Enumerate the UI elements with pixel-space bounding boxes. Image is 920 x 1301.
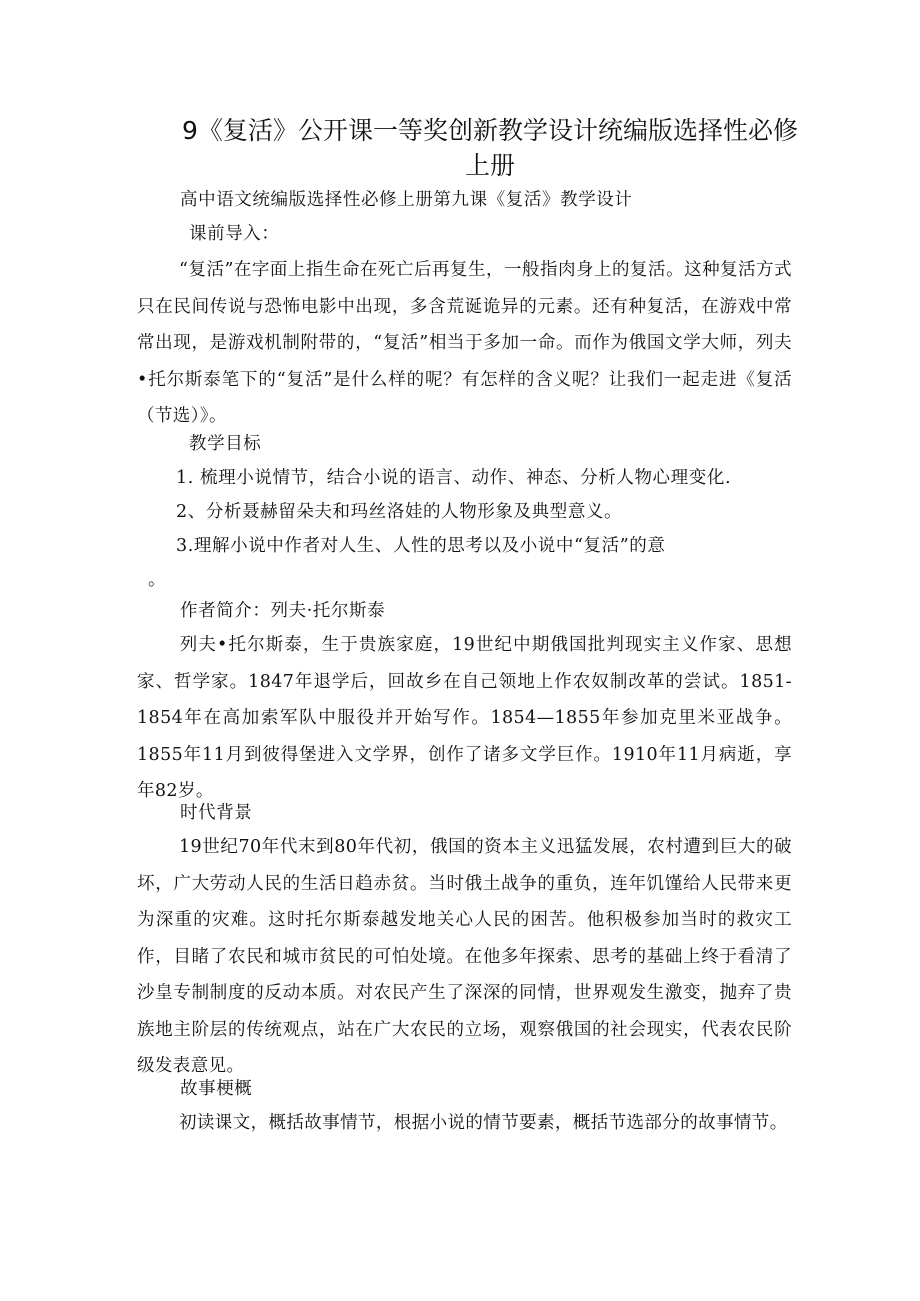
goal-item-1: 1. 梳理小说情节，结合小说的语言、动作、神态、分析人物心理变化. [176,468,732,488]
story-paragraph [137,1105,792,1142]
background-paragraph-text: 19世纪70年代末到80年代初，俄国的资本主义迅猛发展，农村遭到巨大的破坏，广大劳动人民的生活日趋赤贫。当时俄土战争的重负，连年饥馑给人民带来更为深重的灾难。这时托尔斯泰越发地关心人民的困苦。他积极参加当时的救灾工作，目睹了农民和城市贫民的可怕处境。在他多年探索、思考的基础上终于看清了沙皇专制制度的反动本质。对农民产生了深深的同情，世界观发生激变，抛弃了贵族地主阶层的传统观点，站在广大农民的立场，观察俄国的社会现实，代表农民阶级发表意见。 [137,837,792,1076]
background-paragraph [137,829,792,1085]
story-paragraph-text: 初读课文，概括故事情节，根据小说的情节要素，概括节选部分的故事情节。 [179,1113,788,1133]
author-paragraph-text: 列夫•托尔斯泰，生于贵族家庭，19世纪中期俄国批判现实主义作家、思想家、哲学家。1847年退学后，回故乡在自己领地上作农奴制改革的尝试。1851-1854年在高加索军队中服役并开始写作。1854—1855年参加克里米亚战争。1855年11月到彼得堡进入文学界，创作了诸多文学巨作。1910年11月病逝，享年82岁。 [137,635,792,801]
author-heading: 作者简介：列夫·托尔斯泰 [180,601,386,621]
background-heading: 时代背景 [180,803,253,823]
intro-paragraph-text: “复活”在字面上指生命在死亡后再复生，一般指肉身上的复活。这种复活方式只在民间传说与恐怖电影中出现，多含荒诞诡异的元素。还有种复活，在游戏中常常出现，是游戏机制附带的，“复活”相当于多加一命。而作为俄国文学大师，列夫•托尔斯泰笔下的“复活”是什么样的呢？有怎样的含义呢？让我们一起走进《复活（节选）》。 [137,260,792,426]
story-heading: 故事梗概 [180,1079,253,1099]
goals-heading: 教学目标 [189,434,262,454]
goal-item-3-tail: 。 [148,570,167,590]
document-title-line-2: 上册 [464,151,515,180]
goal-item-2: 2、分析聂赫留朵夫和玛丝洛娃的人物形象及典型意义。 [176,502,623,522]
intro-heading: 课前导入： [189,224,280,244]
document-title-line-1: 9《复活》公开课一等奖创新教学设计统编版选择性必修 [182,116,798,145]
intro-paragraph [137,252,792,435]
goal-item-3: 3.理解小说中作者对人生、人性的思考以及小说中“复活”的意 [176,536,666,556]
document-subtitle: 高中语文统编版选择性必修上册第九课《复活》教学设计 [180,190,633,210]
author-paragraph [137,627,792,810]
